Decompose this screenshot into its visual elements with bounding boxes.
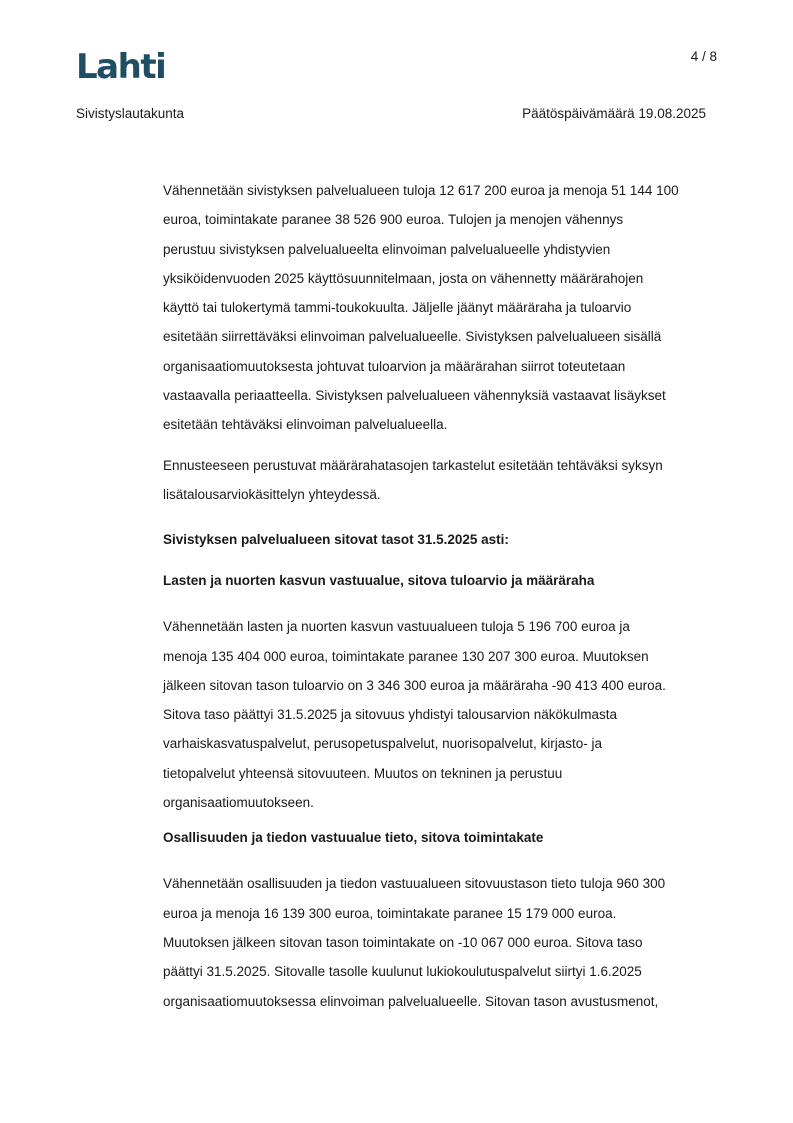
text-line: esitetään siirrettäväksi elinvoiman palvelualueelle. Sivistyksen palvelualueen sisällä bbox=[163, 329, 662, 345]
text-line: euroa ja menoja 16 139 300 euroa, toimintakate paranee 15 179 000 euroa. bbox=[163, 905, 617, 921]
heading-participation-info: Osallisuuden ja tiedon vastuualue tieto, sitova toimintakate bbox=[163, 830, 544, 846]
text-line: päättyi 31.5.2025. Sitovalle tasolle kuulunut lukiokoulutuspalvelut siirtyi 1.6.2025 bbox=[163, 964, 642, 980]
paragraph-budget-reduction bbox=[163, 176, 723, 440]
paragraph-participation-info bbox=[163, 869, 723, 1015]
text-line: organisaatiomuutoksesta johtuvat tuloarvion ja määrärahan siirrot toteutetaan bbox=[163, 358, 626, 374]
text-line: Muutoksen jälkeen sitovan tason toimintakate on -10 067 000 euroa. Sitova taso bbox=[163, 934, 643, 950]
heading-children-youth: Lasten ja nuorten kasvun vastuualue, sitova tuloarvio ja määräraha bbox=[163, 573, 595, 589]
document-body bbox=[163, 176, 723, 1016]
text-line: perustuu sivistyksen palvelualueelta elinvoiman palvelualueelle yhdistyvien bbox=[163, 241, 611, 257]
text-line: Vähennetään lasten ja nuorten kasvun vastuualueen tuloja 5 196 700 euroa ja bbox=[163, 619, 630, 635]
page-number: 4 / 8 bbox=[690, 49, 717, 64]
paragraph-forecast bbox=[163, 451, 723, 510]
heading-binding-levels: Sivistyksen palvelualueen sitovat tasot 31.5.2025 asti: bbox=[163, 532, 509, 548]
text-line: euroa, toimintakate paranee 38 526 900 euroa. Tulojen ja menojen vähennys bbox=[163, 212, 624, 228]
text-line: käyttö tai tulokertymä tammi-toukokuulta. Jäljelle jäänyt määräraha ja tuloarvio bbox=[163, 300, 632, 316]
text-line: tietopalvelut yhteensä sitovuuteen. Muutos on tekninen ja perustuu bbox=[163, 765, 563, 781]
paragraph-children-youth bbox=[163, 612, 723, 817]
text-line: Vähennetään sivistyksen palvelualueen tuloja 12 617 200 euroa ja menoja 51 144 100 bbox=[163, 183, 679, 198]
text-line: Ennusteeseen perustuvat määrärahatasojen tarkastelut esitetään tehtäväksi syksyn bbox=[163, 457, 663, 473]
text-line: menoja 135 404 000 euroa, toimintakate paranee 130 207 300 euroa. Muutoksen bbox=[163, 648, 649, 664]
logo-text: Lahti bbox=[76, 48, 166, 82]
text-line: organisaatiomuutoksessa elinvoiman palvelualueelle. Sitovan tason avustusmenot, bbox=[163, 993, 659, 1009]
text-line: jälkeen sitovan tason tuloarvio on 3 346 300 euroa ja määräraha -90 413 400 euroa. bbox=[163, 677, 666, 693]
text-line: varhaiskasvatuspalvelut, perusopetuspalvelut, nuorisopalvelut, kirjasto- ja bbox=[163, 736, 602, 752]
text-line: lisätalousarviokäsittelyn yhteydessä. bbox=[163, 486, 381, 502]
decision-date: Päätöspäivämäärä 19.08.2025 bbox=[522, 106, 706, 121]
text-line: yksiköidenvuoden 2025 käyttösuunnitelmaan, josta on vähennetty määrärahojen bbox=[163, 270, 644, 286]
organization-name: Sivistyslautakunta bbox=[76, 106, 185, 121]
lahti-logo bbox=[76, 48, 168, 82]
text-line: esitetään tehtäväksi elinvoiman palvelualueella. bbox=[163, 417, 448, 433]
text-line: organisaatiomuutokseen. bbox=[163, 795, 314, 811]
text-line: vastaavalla periaatteella. Sivistyksen palvelualueen vähennyksiä vastaavat lisäykset bbox=[163, 388, 666, 404]
text-line: Sitova taso päättyi 31.5.2025 ja sitovuus yhdistyi talousarvion näkökulmasta bbox=[163, 707, 618, 723]
text-line: Vähennetään osallisuuden ja tiedon vastuualueen sitovuustason tieto tuloja 960 300 bbox=[163, 876, 666, 892]
